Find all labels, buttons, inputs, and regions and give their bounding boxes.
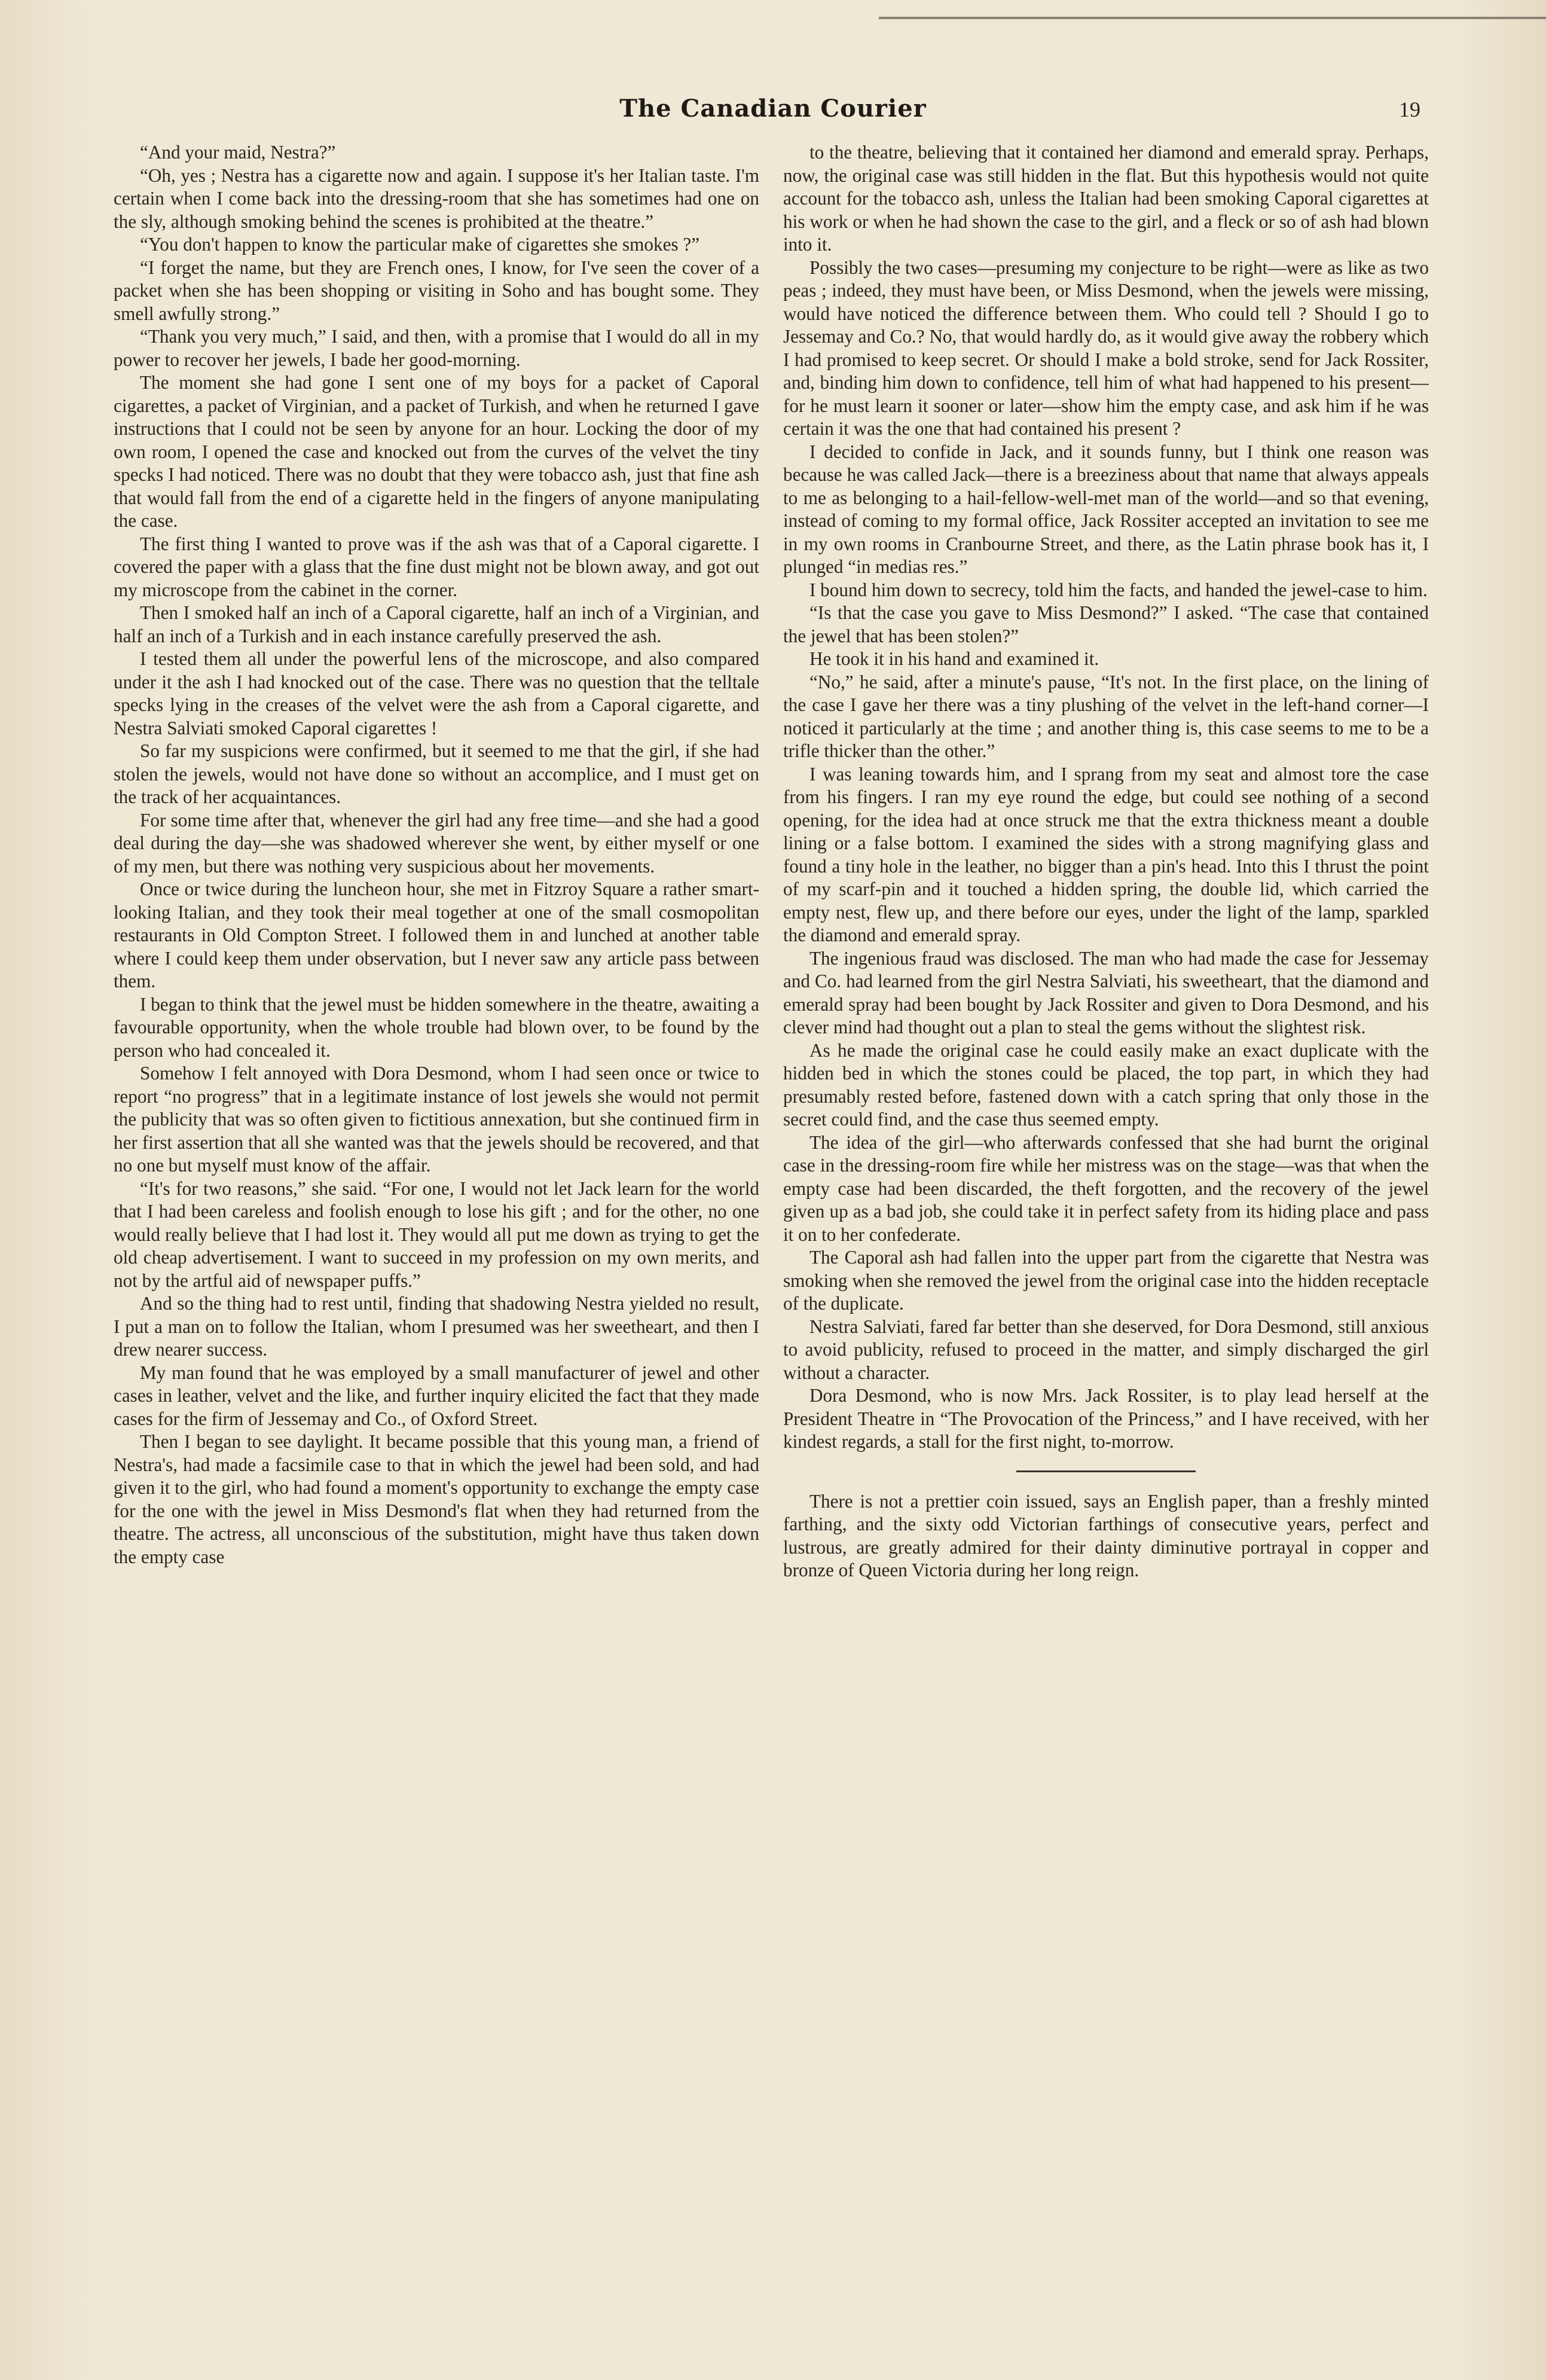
article-paragraph: Possibly the two cases—presuming my conjecture to be right—were as like as two peas ; indeed, they must have been, or Miss Desmond, when the jewels were missing, would have noticed the difference between them. Who could tell ? Should I go to Jessemay and Co.? No, that would hardly do, as it would give away the robbery which I had promised to keep secret. Or should I make a bold stroke, send for Jack Rossiter, and, binding him down to confidence, tell him of what had happened to his present—for he must learn it sooner or later—show him the empty case, and ask him if he was certain it was the one that had contained his present ? (783, 257, 1429, 439)
article-paragraph: Somehow I felt annoyed with Dora Desmond, whom I had seen once or twice to report “no progress” that in a legitimate instance of lost jewels she would not permit the publicity that was so often given to fictitious annexation, but she continued firm in her first assertion that all she wanted was that the jewels should be recovered, and that no one but myself must know of the affair. (114, 1063, 759, 1176)
article-paragraph: “No,” he said, after a minute's pause, “It's not. In the first place, on the lining of the case I gave her there was a tiny plushing of the velvet in the left-hand corner—I noticed it particularly at the time ; and another thing is, this case seems to me to be a trifle thicker than the other.” (783, 671, 1429, 761)
article-paragraph: I bound him down to secrecy, told him the facts, and handed the jewel-case to him. (809, 579, 1428, 600)
article-paragraph: I began to think that the jewel must be hidden somewhere in the theatre, awaiting a favourable opportunity, when the whole trouble had blown over, to be found by the person who had concealed it. (114, 993, 759, 1061)
article-paragraph: “Is that the case you gave to Miss Desmond?” I asked. “The case that contained the jewel that has been stolen?” (783, 602, 1429, 646)
article-paragraph: I decided to confide in Jack, and it sounds funny, but I think one reason was because he was called Jack—there is a breeziness about that name that always appeals to me as belonging to a hail-fellow-well-met man of the world—and so that evening, instead of coming to my formal office, Jack Rossiter accepted an invitation to see me in my own rooms in Cranbourne Street, and there, as the Latin phrase book has it, I plunged “in medias res.” (783, 441, 1429, 577)
right-column-story (783, 141, 1429, 1454)
page-header-title: The Canadian Courier (619, 94, 927, 123)
article-paragraph: My man found that he was employed by a small manufacturer of jewel and other cases in leather, velvet and the like, and further inquiry elicited the fact that they made cases for the firm of Jessemay and Co., of Oxford Street. (114, 1362, 759, 1429)
article-paragraph: “Oh, yes ; Nestra has a cigarette now and again. I suppose it's her Italian taste. I'm certain when I come back into the dressing-room that she has sometimes had one on the sly, although smoking behind the scenes is prohibited at the theatre.” (114, 164, 759, 232)
right-column-filler-item (783, 1490, 1429, 1582)
article-paragraph: Dora Desmond, who is now Mrs. Jack Rossiter, is to play lead herself at the President Theatre in “The Provocation of the Princess,” and I have received, with her kindest regards, a stall for the first night, to-morrow. (783, 1385, 1429, 1452)
article-paragraph: “Thank you very much,” I said, and then, with a promise that I would do all in my power to recover her jewels, I bade her good-morning. (114, 326, 759, 370)
article-paragraph: The Caporal ash had fallen into the upper part from the cigarette that Nestra was smoking when she removed the jewel from the original case into the hidden receptacle of the duplicate. (783, 1247, 1429, 1314)
article-paragraph: For some time after that, whenever the girl had any free time—and she had a good deal during the day—she was shadowed wherever she went, by either myself or one of my men, but there was nothing very suspicious about her movements. (114, 809, 759, 877)
article-paragraph: The idea of the girl—who afterwards confessed that she had burnt the original case in the dressing-room fire while her mistress was on the stage—was that when the empty case had been discarded, the theft forgotten, and the recovery of the jewel given up as a bad job, she could take it in perfect safety from its hiding place and pass it on to her confederate. (783, 1131, 1429, 1245)
article-paragraph: I tested them all under the powerful lens of the microscope, and also compared under it the ash I had knocked out of the case. There was no question that the telltale specks lying in the creases of the velvet were the ash from a Caporal cigarette, and Nestra Salviati smoked Caporal cigarettes ! (114, 648, 759, 739)
article-paragraph: The first thing I wanted to prove was if the ash was that of a Caporal cigarette. I covered the paper with a glass that the fine dust might not be blown away, and got out my microscope from the cabinet in the corner. (114, 533, 759, 600)
article-paragraph: “You don't happen to know the particular make of cigarettes she smokes ?” (140, 234, 700, 255)
article-paragraph: There is not a prettier coin issued, says an English paper, than a freshly minted farthing, and the sixty odd Victorian farthings of consecutive years, perfect and lustrous, are greatly admired for their dainty diminutive portrayal in copper and bronze of Queen Victoria during her long reign. (783, 1490, 1429, 1580)
article-paragraph: Nestra Salviati, fared far better than she deserved, for Dora Desmond, still anxious to avoid publicity, refused to proceed in the matter, and simply discharged the girl without a character. (783, 1316, 1429, 1383)
article-paragraph: “It's for two reasons,” she said. “For one, I would not let Jack learn for the world that I had been careless and foolish enough to lose his gift ; and for the other, no one would really believe that I had lost it. They would all put me down as trying to get the old cheap advertisement. I want to succeed in my profession on my own merits, and not by the artful aid of newspaper puffs.” (114, 1177, 759, 1291)
section-divider-rule (1016, 1470, 1196, 1472)
right-column (783, 141, 1429, 2294)
article-paragraph: I was leaning towards him, and I sprang from my seat and almost tore the case from his fingers. I ran my eye round the edge, but could see nothing of a second opening, for the idea had at once struck me that the extra thickness meant a double lining or a false bottom. I examined the sides with a strong magnifying glass and found a tiny hole in the leather, no bigger than a pin's head. Into this I thrust the point of my scarf-pin and it touched a hidden spring, the double lid, which carried the empty nest, flew up, and there before our eyes, under the light of the lamp, sparkled the diamond and emerald spray. (783, 763, 1429, 945)
article-paragraph: Then I began to see daylight. It became possible that this young man, a friend of Nestra's, had made a facsimile case to that in which the jewel had been sold, and had given it to the girl, who had found a moment's opportunity to exchange the empty case for the one with the jewel in Miss Desmond's flat when they had returned from the theatre. The actress, all unconscious of the substitution, might have thus taken down the empty case (114, 1431, 759, 1567)
top-border-line (879, 17, 1546, 19)
article-paragraph: As he made the original case he could easily make an exact duplicate with the hidden bed in which the stones could be placed, the top part, in which they had presumably rested before, fastened down with a catch spring that only those in the secret could find, and the case thus seemed empty. (783, 1039, 1429, 1130)
article-paragraph: “And your maid, Nestra?” (140, 142, 336, 163)
article-paragraph: So far my suspicions were confirmed, but it seemed to me that the girl, if she had stolen the jewels, would not have done so without an accomplice, and I must get on the track of her acquaintances. (114, 740, 759, 807)
article-paragraph: Once or twice during the luncheon hour, she met in Fitzroy Square a rather smart-looking Italian, and they took their meal together at one of the small cosmopolitan restaurants in Old Compton Street. I followed them in and lunched at another table where I could keep them under observation, but I never saw any article pass between them. (114, 878, 759, 991)
article-paragraph: The ingenious fraud was disclosed. The man who had made the case for Jessemay and Co. had learned from the girl Nestra Salviati, his sweetheart, that the diamond and emerald spray had been bought by Jack Rossiter and given to Dora Desmond, and his clever mind had thought out a plan to steal the gems without the slightest risk. (783, 947, 1429, 1038)
article-paragraph: “I forget the name, but they are French ones, I know, for I've seen the cover of a packet when she has been shopping or visiting in Soho and has bought some. They smell awfully strong.” (114, 257, 759, 324)
page-number: 19 (1399, 97, 1420, 121)
article-paragraph: He took it in his hand and examined it. (809, 648, 1099, 669)
article-paragraph: Then I smoked half an inch of a Caporal cigarette, half an inch of a Virginian, and half an inch of a Turkish and in each instance carefully preserved the ash. (114, 602, 759, 646)
left-column (114, 141, 759, 2294)
article-paragraph: to the theatre, believing that it contained her diamond and emerald spray. Perhaps, now, the original case was still hidden in the flat. But this hypothesis would not quite account for the tobacco ash, unless the Italian had been smoking Caporal cigarettes at his work or when he had shown the case to the girl, and a fleck or so of ash had blown into it. (783, 142, 1429, 255)
article-paragraph: The moment she had gone I sent one of my boys for a packet of Caporal cigarettes, a packet of Virginian, and a packet of Turkish, and when he returned I gave instructions that I could not be seen by anyone for an hour. Locking the door of my own room, I opened the case and knocked out from the curves of the velvet the tiny specks I had noticed. There was no doubt that they were tobacco ash, just that fine ash that would fall from the end of a cigarette held in the fingers of anyone manipulating the case. (114, 372, 759, 531)
article-paragraph: And so the thing had to rest until, finding that shadowing Nestra yielded no result, I put a man on to follow the Italian, whom I presumed was her sweetheart, and then I drew nearer success. (114, 1293, 759, 1360)
